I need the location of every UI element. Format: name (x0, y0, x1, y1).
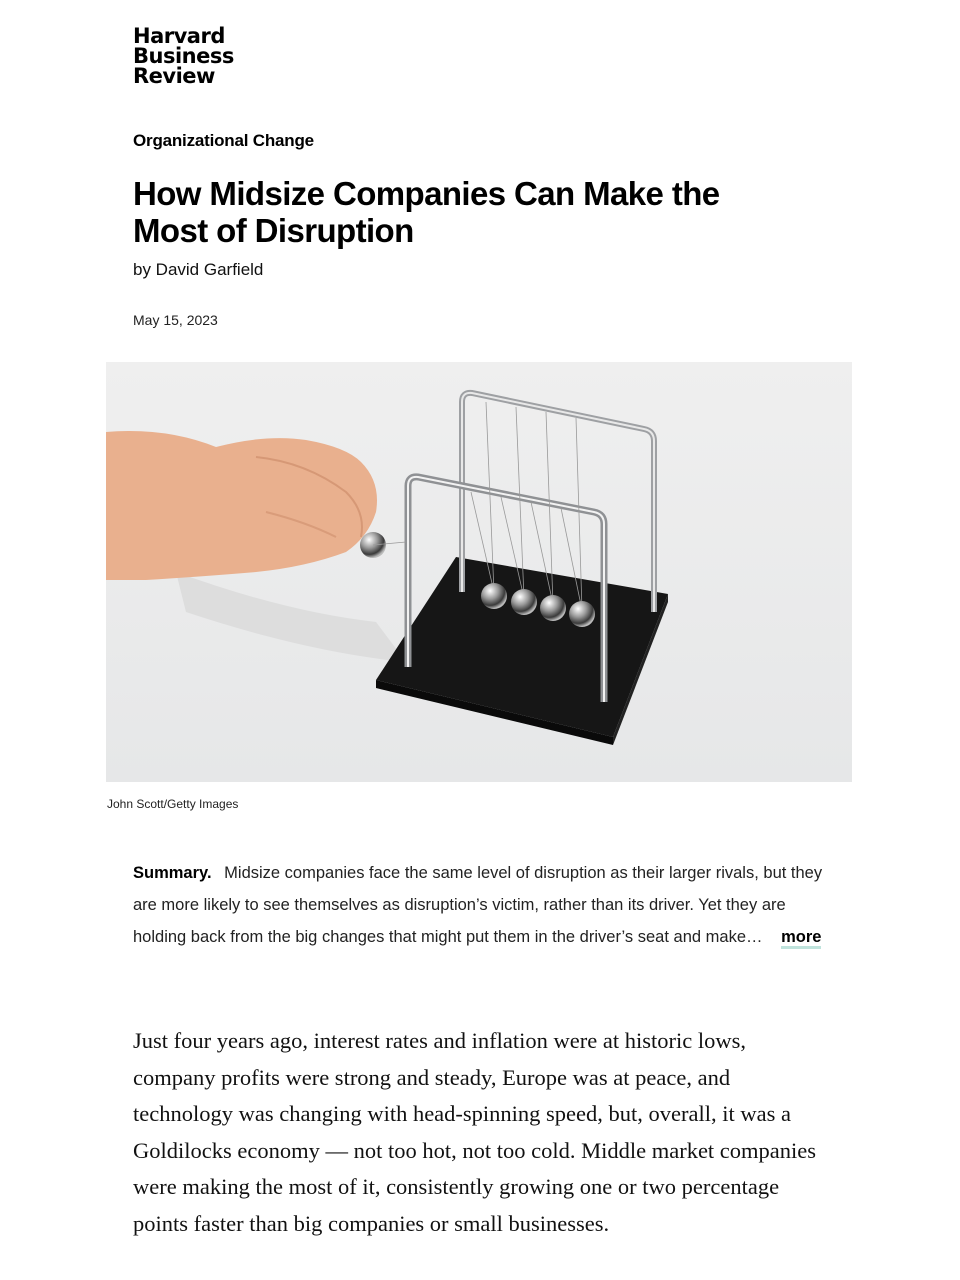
topic-link[interactable]: Organizational Change (133, 131, 314, 150)
hbr-logo[interactable] (133, 26, 234, 86)
image-credit: John Scott/Getty Images (107, 797, 239, 811)
logo-line-3: Review (133, 64, 215, 88)
summary-text: Midsize companies face the same level of disruption as their larger rivals, but they are more likely to see themselves as disruption’s victim, rather than its driver. Yet they are holding back from the big changes that might put them in the driver’s seat and make… (133, 864, 823, 946)
author-byline[interactable]: by David Garfield (133, 260, 264, 279)
summary-more-link[interactable]: more (781, 928, 821, 949)
publish-date: May 15, 2023 (133, 312, 218, 328)
summary-label: Summary. (133, 864, 212, 882)
logo-line-1: Harvard (133, 24, 225, 48)
article-summary (133, 857, 833, 953)
article-title: How Midsize Companies Can Make the Most of Disruption (133, 175, 720, 249)
logo-line-2: Business (133, 44, 234, 68)
hero-image (106, 362, 852, 782)
article-body-paragraph: Just four years ago, interest rates and inflation were at historic lows, company profits were strong and steady, Europe was at peace, and technology was changing with head-spinning speed, but, overall, it was a Goldilocks economy — not too hot, not too cold. Middle market companies were making the most of it, consistently growing one or two percentage points faster than big companies or small businesses. (133, 1028, 817, 1236)
